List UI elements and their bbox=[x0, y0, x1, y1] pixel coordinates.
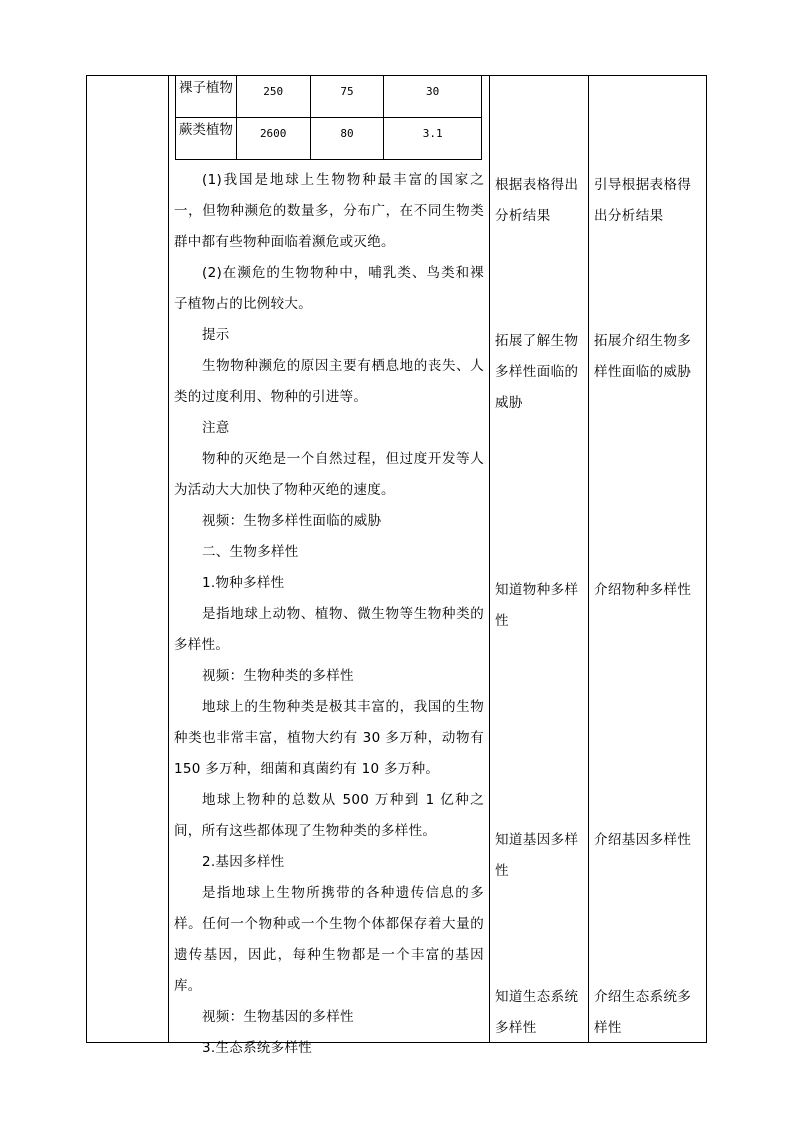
note-heading: 注意 bbox=[202, 420, 230, 436]
table-right-border bbox=[706, 75, 707, 1043]
teacher-activity-5: 介绍生态系统多样性 bbox=[594, 989, 692, 1036]
gene-diversity-definition: 是指地球上生物所携带的各种遗传信息的多样。任何一个物种或一个生物个体都保存着大量的遗传基因，因此，每种生物都是一个丰富的基因库。 bbox=[174, 885, 484, 994]
table-cell: 2600 bbox=[236, 118, 310, 160]
column-divider-1 bbox=[168, 75, 169, 1043]
analysis-paragraph-1: (1)我国是地球上生物物种最丰富的国家之一，但物种濒危的数量多，分布广，在不同生物类群中都有些物种面临着濒危或灭绝。 bbox=[174, 172, 484, 250]
ecosystem-diversity-heading: 3.生态系统多样性 bbox=[202, 1040, 313, 1056]
section-heading: 二、生物多样性 bbox=[202, 544, 299, 560]
teacher-activity-3: 介绍物种多样性 bbox=[594, 582, 692, 598]
video-species: 视频：生物种类的多样性 bbox=[202, 668, 354, 684]
table-cell: 3.1 bbox=[384, 118, 482, 160]
teacher-activity-2: 拓展介绍生物多样性面临的威胁 bbox=[594, 333, 692, 380]
student-activity-3: 知道物种多样性 bbox=[495, 582, 579, 629]
table-cell-name: 蕨类植物 bbox=[176, 118, 237, 160]
note-text: 物种的灭绝是一个自然过程，但过度开发等人为活动大大加快了物种灭绝的速度。 bbox=[174, 451, 484, 498]
student-activity-4: 知道基因多样性 bbox=[495, 832, 579, 879]
table-cell: 80 bbox=[310, 118, 384, 160]
column-divider-2 bbox=[489, 75, 490, 1043]
table-row bbox=[176, 76, 482, 118]
gene-diversity-heading: 2.基因多样性 bbox=[202, 854, 285, 870]
species-diversity-definition: 是指地球上动物、植物、微生物等生物种类的多样性。 bbox=[174, 606, 484, 653]
species-data-table bbox=[175, 75, 482, 160]
content-column bbox=[174, 165, 484, 1064]
table-cell: 30 bbox=[384, 76, 482, 118]
student-activity-5: 知道生态系统多样性 bbox=[495, 989, 579, 1036]
student-activity-2: 拓展了解生物多样性面临的威胁 bbox=[495, 333, 579, 411]
table-cell-name: 裸子植物 bbox=[176, 76, 237, 118]
teacher-activity-4: 介绍基因多样性 bbox=[594, 832, 692, 848]
hint-heading: 提示 bbox=[202, 327, 230, 343]
video-genes: 视频：生物基因的多样性 bbox=[202, 1009, 354, 1025]
video-threats: 视频：生物多样性面临的威胁 bbox=[202, 513, 382, 529]
species-diversity-heading: 1.物种多样性 bbox=[202, 575, 285, 591]
hint-text: 生物物种濒危的原因主要有栖息地的丧失、人类的过度利用、物种的引进等。 bbox=[174, 358, 484, 405]
analysis-paragraph-2: (2)在濒危的生物物种中，哺乳类、鸟类和裸子植物占的比例较大。 bbox=[174, 265, 484, 312]
student-activity-1: 根据表格得出分析结果 bbox=[495, 177, 579, 224]
species-count-paragraph: 地球上的生物种类是极其丰富的，我国的生物种类也非常丰富，植物大约有 30 多万种，动物有 150 多万种，细菌和真菌约有 10 多万种。 bbox=[174, 699, 484, 777]
table-left-border bbox=[86, 75, 87, 1043]
species-total-paragraph: 地球上物种的总数从 500 万种到 1 亿种之间，所有这些都体现了生物种类的多样性。 bbox=[174, 792, 484, 839]
table-row bbox=[176, 118, 482, 160]
teacher-activity-1: 引导根据表格得出分析结果 bbox=[594, 177, 692, 224]
table-cell: 75 bbox=[310, 76, 384, 118]
table-cell: 250 bbox=[236, 76, 310, 118]
column-divider-3 bbox=[588, 75, 589, 1043]
